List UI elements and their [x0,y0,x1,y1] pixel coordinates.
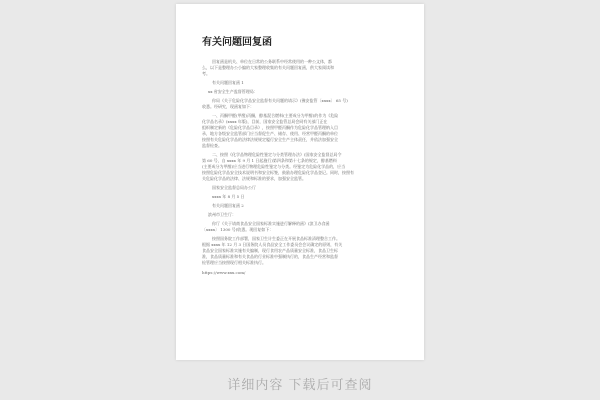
body-line: 检管理应当按照现行相关标准执行。 [202,260,266,265]
body-line: 考。 [202,71,210,76]
source-url: https://www.xxx.com/ [202,270,246,275]
body-line: 准，食品质量标准和有关食品的行业标准中强制执行的，食品生产经营和监督 [202,254,338,259]
body-line: 一、丙酮甲醛(甲醛)丙酮，醇基混合燃料(主要成分为甲醇)的作为《危险 [212,113,339,118]
body-line: (主要成分为甲醇)应当进行物理危险性鉴定与分类。经鉴定为危险化学品的，应当 [202,164,346,169]
body-line: 按照国务院工作部署，国家卫生计生委正在开展食品标准清理整合工作。 [212,236,340,241]
body-line: 组织制定新的《危险化学品目录》，按照甲醛丙酮作为危险化学品管理纳入目 [202,125,338,130]
document-body [202,59,404,276]
download-hint[interactable]: 详细内容 下载后可查阅 [227,378,373,393]
body-line: 录，地方各级安全监管部门应当督促生产、储存、使用、经营甲醛丙酮的单位 [202,131,338,136]
body-line: 二、按照《化学品物理危险性鉴定与分类管理办法》(国家安全监督总局令 [212,152,342,157]
body-line: 根据 xxxx 年 12 月 3 日国务院人员食品安全工作委员会会议确定的原则，有关 [202,242,343,247]
body-line: 第 60 号，自 xxxx 年 9 月 1 日起施行)第四条和第十七条的规定，醇基燃料 [202,158,337,163]
signature-date: xxxx 年 8 月 5 日 [212,194,245,199]
signature-org: 国家安全监督总局办公厅 [212,185,256,190]
body-line: 你厅《关于请商食品安全国家标准实施进行解释的函》(滨卫办食函 [212,221,330,226]
body-line: 化学品名录》(xxxx 年版)，目前，国家安全监管总局会同有关部门正在 [202,119,328,124]
body-line: 你局《关于危险化学品安全监督有关问题的请示》(豫安监管〔xxxx〕 65 号) [212,98,348,103]
document-page [176,4,424,360]
body-line: 么，以下是整理办公小编的大家整理收集的有关问题回复函，供大家阅读和 [202,65,334,70]
body-line: 回复函是机关、单位在日常的公务联系中经常使用的一种公文体，都 [212,59,332,64]
body-line: 食品安全国家标准实施有关编制，现行食用农产品质量安全标准，食品卫生标 [202,248,338,253]
section-heading: 有关问题回复函 1 [212,80,244,85]
body-line: 按照有关危险化学品的法律法规规定履行安全生产主体责任，并依法加强安全 [202,137,338,142]
body-line: 收悉。经研究，现函复如下： [202,104,254,109]
document-title: 有关问题回复函 [202,37,272,48]
addressee: 滨州市卫生厅： [208,212,236,217]
body-line: 关危险化学品的法律、法规和标准的要求，加强安全监管。 [202,176,306,181]
body-line: 监督检查。 [202,143,222,148]
body-line: 〔xxxx〕 1300 号)收悉。现回复如下： [202,227,274,232]
addressee: xx 省安全生产监督管理局： [208,89,258,94]
body-line: 按照危险化学品安全技术说明书和安全标签，鼓励办理危险化学品登记。同时，按照有 [202,170,354,175]
section-heading: 有关问题回复函 2 [212,203,244,208]
